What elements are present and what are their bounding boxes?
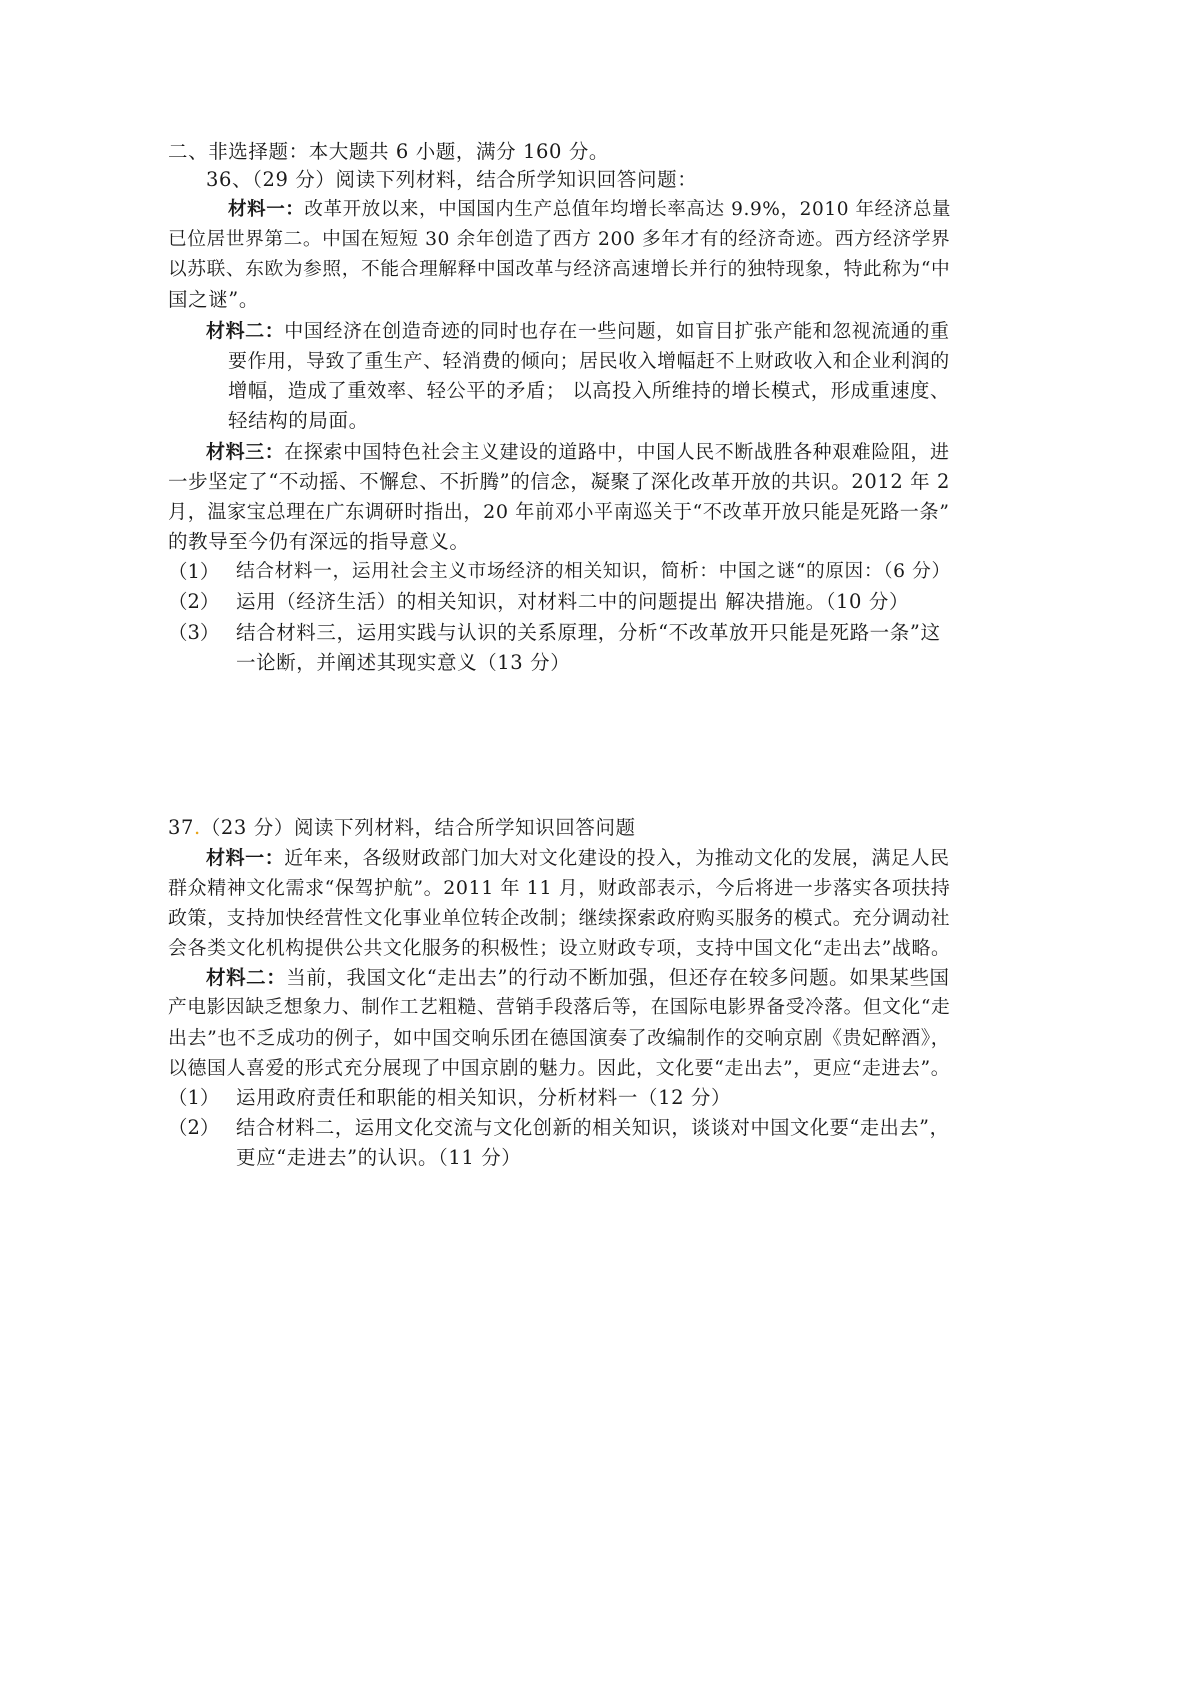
q37-sub2-line2: 更应“走进去”的认识。（11 分） xyxy=(236,1146,522,1169)
q36-material2-line2: 要作用，导致了重生产、轻消费的倾向；居民收入增幅赶不上财政收入和企业利润的 xyxy=(228,350,950,372)
q37-intro: 37.（23 分）阅读下列材料，结合所学知识回答问题 xyxy=(168,816,636,839)
material-label: 材料二： xyxy=(206,320,285,342)
q36-intro: 36、（29 分）阅读下列材料，结合所学知识回答问题： xyxy=(206,168,698,191)
material-label: 材料一： xyxy=(206,847,285,869)
q37-sub2-line1: 结合材料二，运用文化交流与文化创新的相关知识，谈谈对中国文化要“走出去”， xyxy=(236,1116,950,1139)
q37-sub2-number: （2） xyxy=(168,1116,220,1139)
q37-material1-line3: 政策，支持加快经营性文化事业单位转企改制；继续探索政府购买服务的模式。充分调动社 xyxy=(168,907,951,929)
material-label: 材料三： xyxy=(206,441,285,463)
q37-material2-line3: 出去”也不乏成功的例子，如中国交响乐团在德国演奏了改编制作的交响京剧《贵妃醉酒》， xyxy=(168,1027,951,1049)
q36-material1-line1: 材料一：改革开放以来，中国国内生产总值年均增长率高达 9.9%，2010 年经济总量 xyxy=(228,199,952,220)
q36-sub2-text: 运用（经济生活）的相关知识，对材料二中的问题提出 解决措施。（10 分） xyxy=(236,590,910,613)
q36-material3-line2: 一步坚定了“不动摇、不懈怠、不折腾”的信念，凝聚了深化改革开放的共识。2012 年 2 xyxy=(168,470,950,493)
q36-material3-line1: 材料三：在探索中国特色社会主义建设的道路中，中国人民不断战胜各种艰难险阻，进 xyxy=(206,441,950,463)
section-heading: 二、非选择题：本大题共 6 小题，满分 160 分。 xyxy=(168,140,610,163)
q36-sub2-number: （2） xyxy=(168,590,220,613)
q36-material2-line1: 材料二：中国经济在创造奇迹的同时也存在一些问题，如盲目扩张产能和忽视流通的重 xyxy=(206,320,950,342)
q37-material2-line2: 产电影因缺乏想象力、制作工艺粗糙、营销手段落后等，在国际电影界备受冷落。但文化“走 xyxy=(168,997,951,1018)
material-label: 材料二： xyxy=(206,966,287,989)
q36-material2-line3: 增幅，造成了重效率、轻公平的矛盾； 以高投入所维持的增长模式，形成重速度、 xyxy=(228,379,950,402)
q36-sub1-text: 结合材料一，运用社会主义市场经济的相关知识，简析：中国之谜“的原因：（6 分） xyxy=(236,561,951,582)
q37-material1-line2: 群众精神文化需求“保驾护航”。2011 年 11 月，财政部表示，今后将进一步落实各项扶持 xyxy=(168,877,951,899)
q36-material3-line3: 月，温家宝总理在广东调研时指出，20 年前邓小平南巡关于“不改革开放只能是死路一条” xyxy=(168,500,950,523)
q36-sub3-number: （3） xyxy=(168,621,220,644)
q36-sub1-number: （1） xyxy=(168,560,220,583)
q36-material1-line4: 国之谜”。 xyxy=(168,288,259,311)
q37-material2-line1: 材料二：当前，我国文化“走出去”的行动不断加强，但还存在较多问题。如果某些国 xyxy=(206,966,950,989)
q36-material1-line2: 已位居世界第二。中国在短短 30 余年创造了西方 200 多年才有的经济奇迹。西方经济学界 xyxy=(168,229,951,250)
q37-material1-line1: 材料一：近年来，各级财政部门加大对文化建设的投入，为推动文化的发展，满足人民 xyxy=(206,847,950,869)
material-label: 材料一： xyxy=(228,199,305,220)
q36-sub3-line2: 一论断，并阐述其现实意义（13 分） xyxy=(236,651,571,674)
q37-material1-line4: 会各类文化机构提供公共文化服务的积极性；设立财政专项，支持中国文化“走出去”战略。 xyxy=(168,937,951,959)
q36-material3-line4: 的教导至今仍有深远的指导意义。 xyxy=(168,530,470,553)
q37-sub1-text: 运用政府责任和职能的相关知识，分析材料一（12 分） xyxy=(236,1086,732,1109)
q36-material1-line3: 以苏联、东欧为参照，不能合理解释中国改革与经济高速增长并行的独特现象，特此称为“中 xyxy=(168,259,951,280)
q36-sub3-line1: 结合材料三，运用实践与认识的关系原理，分析“不改革放开只能是死路一条”这 xyxy=(236,621,941,644)
q36-material2-line4: 轻结构的局面。 xyxy=(228,409,369,432)
q37-material2-line4: 以德国人喜爱的形式充分展现了中国京剧的魅力。因此，文化要“走出去”，更应“走进去”。 xyxy=(168,1057,951,1079)
q37-sub1-number: （1） xyxy=(168,1086,220,1109)
